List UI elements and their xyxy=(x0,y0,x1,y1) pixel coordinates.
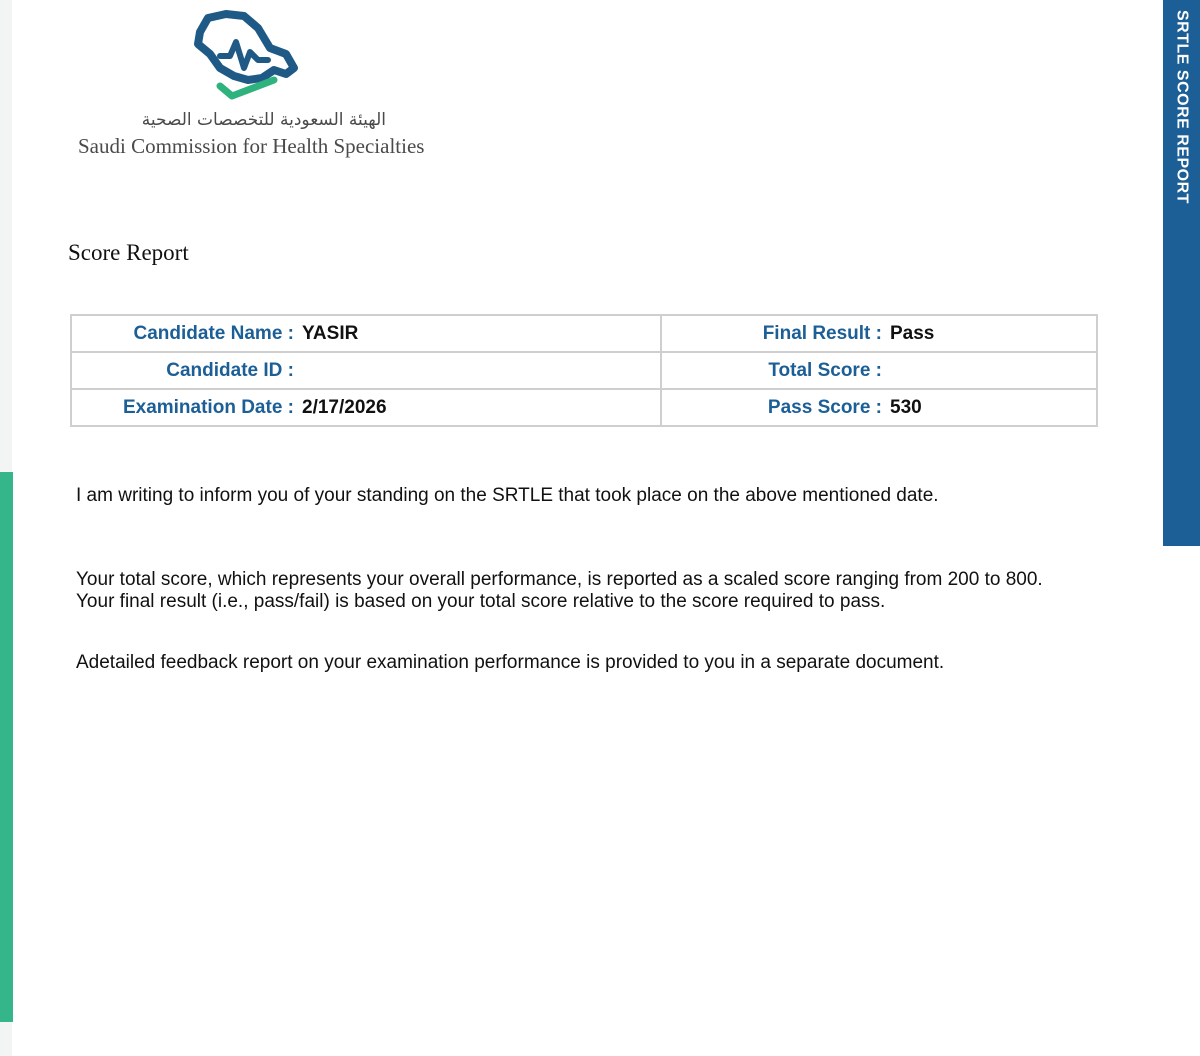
examination-date-label: Examination Date : xyxy=(122,396,294,418)
candidate-name-value: YASIR xyxy=(302,322,359,344)
table-row xyxy=(71,389,1097,426)
report-title: Score Report xyxy=(68,240,189,265)
table-cell xyxy=(661,352,1097,389)
scfhs-logo-icon xyxy=(190,10,305,110)
table-row xyxy=(71,315,1097,352)
table-cell xyxy=(71,389,661,426)
examination-date-value: 2/17/2026 xyxy=(302,396,387,418)
side-tab xyxy=(1163,0,1200,546)
table-cell xyxy=(71,315,661,352)
table-cell xyxy=(71,352,661,389)
feedback-paragraph: Adetailed feedback report on your examination performance is provided to you in a separate document. xyxy=(76,652,945,673)
score-explanation-paragraph: Your total score, which represents your overall performance, is reported as a scaled score ranging from 200 to 800. Your final result (i.e., pass/fail) is based on your total score relative to the score required to pass. xyxy=(76,569,1043,612)
side-tab-label: SRTLE SCORE REPORT xyxy=(1173,10,1191,204)
table-cell xyxy=(661,389,1097,426)
org-name-arabic: الهيئة السعودية للتخصصات الصحية xyxy=(141,110,386,130)
pass-score-value: 530 xyxy=(890,396,922,418)
final-result-label: Final Result : xyxy=(762,322,882,344)
candidate-name-label: Candidate Name : xyxy=(133,322,294,344)
table-cell xyxy=(661,315,1097,352)
total-score-label: Total Score : xyxy=(768,359,882,381)
pass-score-label: Pass Score : xyxy=(767,396,882,418)
candidate-info-table xyxy=(70,314,1098,427)
left-accent-bar xyxy=(0,472,13,1022)
standing-paragraph: I am writing to inform you of your standing on the SRTLE that took place on the above mentioned date. xyxy=(76,485,939,506)
candidate-id-label: Candidate ID : xyxy=(166,359,294,381)
final-result-value: Pass xyxy=(890,322,935,344)
logo-heartbeat xyxy=(220,42,268,68)
table-row xyxy=(71,352,1097,389)
org-name-english: Saudi Commission for Health Specialties xyxy=(78,134,425,158)
